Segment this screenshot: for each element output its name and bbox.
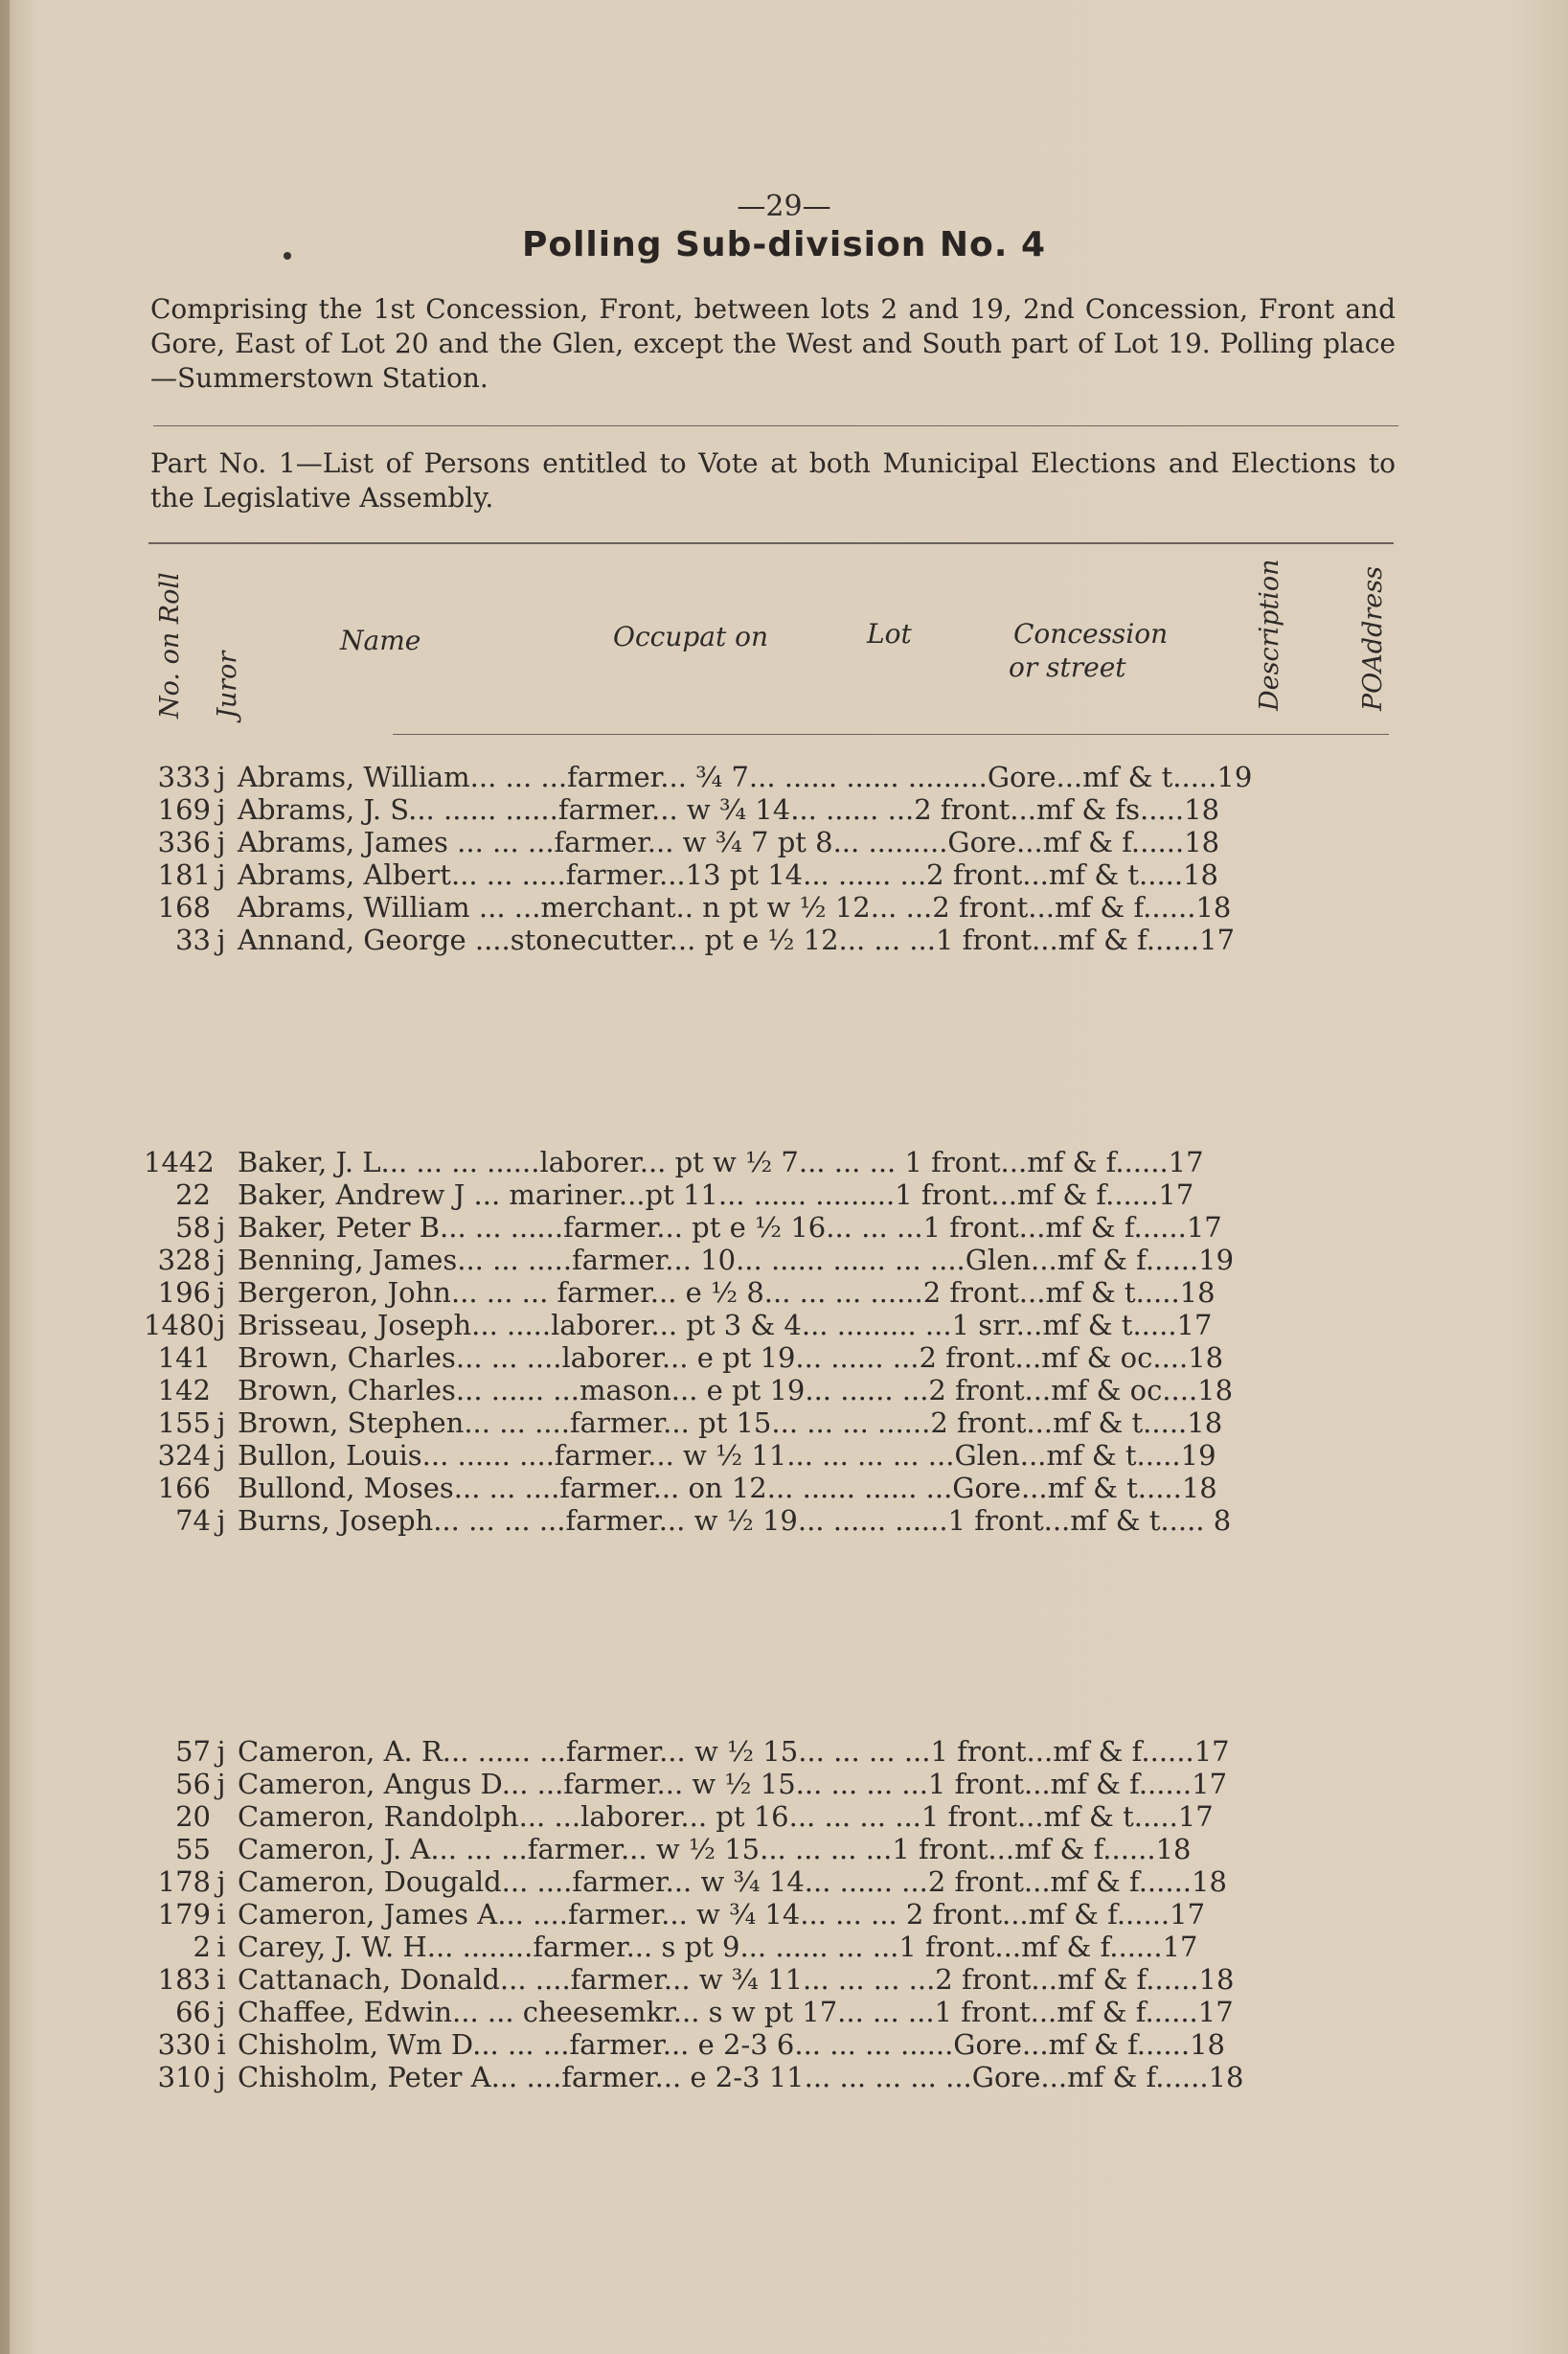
table-header-rule-top (148, 542, 1394, 544)
voter-entry: Abrams, J. S... ...... ......farmer... w ¾ 14... ...... ...2 front...mf & fs.....18 (238, 793, 1220, 826)
voter-row (144, 1309, 1418, 1341)
juror-mark: j (216, 1211, 226, 1244)
roll-number: 155 (157, 1406, 211, 1439)
voter-row (144, 858, 1418, 891)
voter-row (144, 1996, 1418, 2028)
voter-entry: Bullond, Moses... ... ....farmer... on 12... ...... ...... ...Gore...mf & t.....18 (238, 1472, 1217, 1504)
roll-number: 183 (157, 1963, 211, 1996)
voter-row (144, 2028, 1418, 2061)
roll-number: 166 (157, 1472, 211, 1504)
voter-entry: Cameron, A. R... ...... ...farmer... w ½ 15... ... ... ...1 front...mf & f......17 (238, 1735, 1230, 1768)
voter-entry: Benning, James... ... .....farmer... 10... ...... ...... ... ....Glen...mf & f......19 (238, 1244, 1235, 1276)
juror-mark (211, 1833, 232, 1865)
juror-mark (211, 1178, 232, 1211)
juror-mark: i (216, 1931, 226, 1963)
voter-section-c (144, 1735, 1418, 2093)
roll-number: 333 (157, 761, 211, 793)
juror-mark: j (216, 1276, 226, 1309)
voter-row (144, 1865, 1418, 1898)
voter-row (144, 1439, 1418, 1472)
voter-row (144, 1898, 1418, 1931)
voter-entry: Burns, Joseph... ... ... ...farmer... w ½ 19... ...... ......1 front...mf & t..... 8 (238, 1504, 1232, 1537)
column-header-concession-street: or street (1009, 651, 1126, 683)
juror-mark: j (216, 1865, 226, 1898)
column-header-roll: No. on Roll (155, 572, 185, 719)
juror-mark: j (216, 1504, 226, 1537)
voter-row (144, 1146, 1418, 1178)
voter-row (144, 826, 1418, 858)
voter-row (144, 1341, 1418, 1374)
voter-row (144, 1504, 1418, 1537)
voter-row (144, 1931, 1418, 1963)
juror-mark: i (216, 1963, 226, 1996)
juror-mark: j (216, 2061, 226, 2093)
roll-number: 310 (157, 2061, 211, 2093)
roll-number: 33 (175, 924, 211, 956)
voter-entry: Brown, Charles... ... ....laborer... e pt 19... ...... ...2 front...mf & oc....18 (238, 1341, 1224, 1374)
juror-mark (211, 1146, 232, 1178)
voter-row (144, 761, 1418, 793)
subdivision-description: Comprising the 1st Concession, Front, between lots 2 and 19, 2nd Concession, Front and Gore, East of Lot 20 and the Glen, except the West and South part of Lot 19. Polling place—Summerstown Station. (150, 293, 1396, 394)
voter-entry: Brown, Charles... ...... ...mason... e pt 19... ...... ...2 front...mf & oc....18 (238, 1374, 1234, 1406)
voter-entry: Abrams, William... ... ...farmer... ¾ 7... ...... ...... .........Gore...mf & t.....19 (238, 761, 1253, 793)
roll-number: 57 (175, 1735, 211, 1768)
page-title: Polling Sub-division No. 4 (521, 225, 1047, 264)
roll-number: 196 (157, 1276, 211, 1309)
roll-number: 324 (157, 1439, 211, 1472)
juror-mark (211, 1341, 232, 1374)
juror-mark: j (216, 858, 226, 891)
voter-row (144, 1735, 1418, 1768)
roll-number: 56 (175, 1768, 211, 1800)
voter-entry: Bergeron, John... ... ... farmer... e ½ 8... ... ... ......2 front...mf & t.....18 (238, 1276, 1216, 1309)
roll-number: 20 (175, 1800, 211, 1833)
voter-entry: Cameron, Dougald... ....farmer... w ¾ 14... ...... ...2 front...mf & f......18 (238, 1865, 1227, 1898)
column-header-juror: Juror (213, 651, 242, 719)
voter-row (144, 1244, 1418, 1276)
voter-row (144, 1800, 1418, 1833)
roll-number: 22 (175, 1178, 211, 1211)
roll-number: 66 (175, 1996, 211, 2028)
juror-mark (211, 1374, 232, 1406)
voter-entry: Cameron, J. A... ... ...farmer... w ½ 15... ... ... ...1 front...mf & f......18 (238, 1833, 1192, 1865)
juror-mark: i (216, 2028, 226, 2061)
page-spine-shadow (0, 0, 10, 2354)
juror-mark (211, 891, 232, 924)
voter-row (144, 2061, 1418, 2093)
voter-entry: Chaffee, Edwin... ... cheesemkr... s w pt 17... ... ...1 front...mf & f......17 (238, 1996, 1234, 2028)
voter-entry: Chisholm, Peter A... ....farmer... e 2-3 11... ... ... ... ...Gore...mf & f......18 (238, 2061, 1244, 2093)
column-header-occupation: Occupat on (613, 621, 769, 652)
table-header-rule-bottom (393, 734, 1389, 735)
roll-number: 330 (157, 2028, 211, 2061)
roll-number: 169 (157, 793, 211, 826)
juror-mark: j (216, 1439, 226, 1472)
column-header-name: Name (340, 625, 421, 656)
column-header-po-address: POAddress (1358, 566, 1388, 711)
voter-row (144, 793, 1418, 826)
juror-mark: j (216, 1768, 226, 1800)
juror-mark: j (216, 1244, 226, 1276)
roll-number: 181 (157, 858, 211, 891)
voter-entry: Cameron, Angus D... ...farmer... w ½ 15... ... ... ...1 front...mf & f......17 (238, 1768, 1228, 1800)
voter-entry: Baker, J. L... ... ... ......laborer... pt w ½ 7... ... ... 1 front...mf & f......17 (238, 1146, 1204, 1178)
voter-section-b (144, 1146, 1418, 1537)
voter-row (144, 1833, 1418, 1865)
juror-mark (211, 1472, 232, 1504)
juror-mark: j (216, 793, 226, 826)
voter-entry: Annand, George ....stonecutter... pt e ½ 12... ... ...1 front...mf & f......17 (238, 924, 1236, 956)
column-header-concession: Concession (1013, 618, 1169, 650)
juror-mark: j (216, 761, 226, 793)
part-heading: Part No. 1—List of Persons entitled to Vote at both Municipal Elections and Elections to the Legislative Assembly. (150, 447, 1396, 514)
voter-row (144, 1211, 1418, 1244)
page-number: —29— (737, 190, 831, 223)
voter-entry: Cattanach, Donald... ....farmer... w ¾ 11... ... ... ...2 front...mf & f......18 (238, 1963, 1235, 1996)
voter-row (144, 1406, 1418, 1439)
voter-entry: Abrams, Albert... ... .....farmer...13 pt 14... ...... ...2 front...mf & t.....18 (238, 858, 1219, 891)
voter-row (144, 1374, 1418, 1406)
roll-number: 328 (157, 1244, 211, 1276)
voter-entry: Abrams, James ... ... ...farmer... w ¾ 7 pt 8... .........Gore...mf & f......18 (238, 826, 1220, 858)
voter-entry: Baker, Peter B... ... ......farmer... pt e ½ 16... ... ...1 front...mf & f......17 (238, 1211, 1222, 1244)
voter-row (144, 1472, 1418, 1504)
voter-entry: Chisholm, Wm D... ... ...farmer... e 2-3 6... ... ... ......Gore...mf & f......18 (238, 2028, 1225, 2061)
roll-number: 2 (193, 1931, 211, 1963)
voter-entry: Abrams, William ... ...merchant.. n pt w ½ 12... ...2 front...mf & f......18 (238, 891, 1232, 924)
voter-entry: Cameron, James A... ....farmer... w ¾ 14... ... ... 2 front...mf & f......17 (238, 1898, 1206, 1931)
roll-number: 168 (157, 891, 211, 924)
roll-number: 1442 (144, 1146, 215, 1178)
roll-number: 58 (175, 1211, 211, 1244)
voter-row (144, 1768, 1418, 1800)
roll-number: 142 (157, 1374, 211, 1406)
voter-row (144, 1963, 1418, 1996)
roll-number: 179 (157, 1898, 211, 1931)
voter-entry: Brisseau, Joseph... .....laborer... pt 3 & 4... ......... ...1 srr...mf & t.....17 (238, 1309, 1213, 1341)
voter-entry: Bullon, Louis... ...... ....farmer... w ½ 11... ... ... ... ...Glen...mf & t.....19 (238, 1439, 1216, 1472)
roll-number: 55 (175, 1833, 211, 1865)
roll-number: 141 (157, 1341, 211, 1374)
juror-mark (211, 1800, 232, 1833)
voter-entry: Baker, Andrew J ... mariner...pt 11... ...... .........1 front...mf & f......17 (238, 1178, 1194, 1211)
column-header-lot: Lot (867, 618, 912, 650)
juror-mark: j (216, 1735, 226, 1768)
roll-number: 1480 (144, 1309, 215, 1341)
voter-row (144, 924, 1418, 956)
voter-section-a (144, 761, 1418, 956)
juror-mark: j (216, 924, 226, 956)
roll-number: 336 (157, 826, 211, 858)
voter-row (144, 891, 1418, 924)
divider-top (153, 425, 1398, 426)
roll-number: 74 (175, 1504, 211, 1537)
voter-row (144, 1276, 1418, 1309)
voter-row (144, 1178, 1418, 1211)
column-header-description: Description (1255, 559, 1284, 711)
juror-mark: j (216, 1996, 226, 2028)
voter-entry: Brown, Stephen... ... ....farmer... pt 15... ... ... ......2 front...mf & t.....18 (238, 1406, 1223, 1439)
voter-entry: Carey, J. W. H... ........farmer... s pt 9... ...... ... ...1 front...mf & f......17 (238, 1931, 1198, 1963)
juror-mark: j (216, 826, 226, 858)
juror-mark: i (216, 1898, 226, 1931)
roll-number: 178 (157, 1865, 211, 1898)
voter-entry: Cameron, Randolph... ...laborer... pt 16... ... ... ...1 front...mf & t.....17 (238, 1800, 1214, 1833)
juror-mark: j (216, 1309, 226, 1341)
juror-mark: j (216, 1406, 226, 1439)
